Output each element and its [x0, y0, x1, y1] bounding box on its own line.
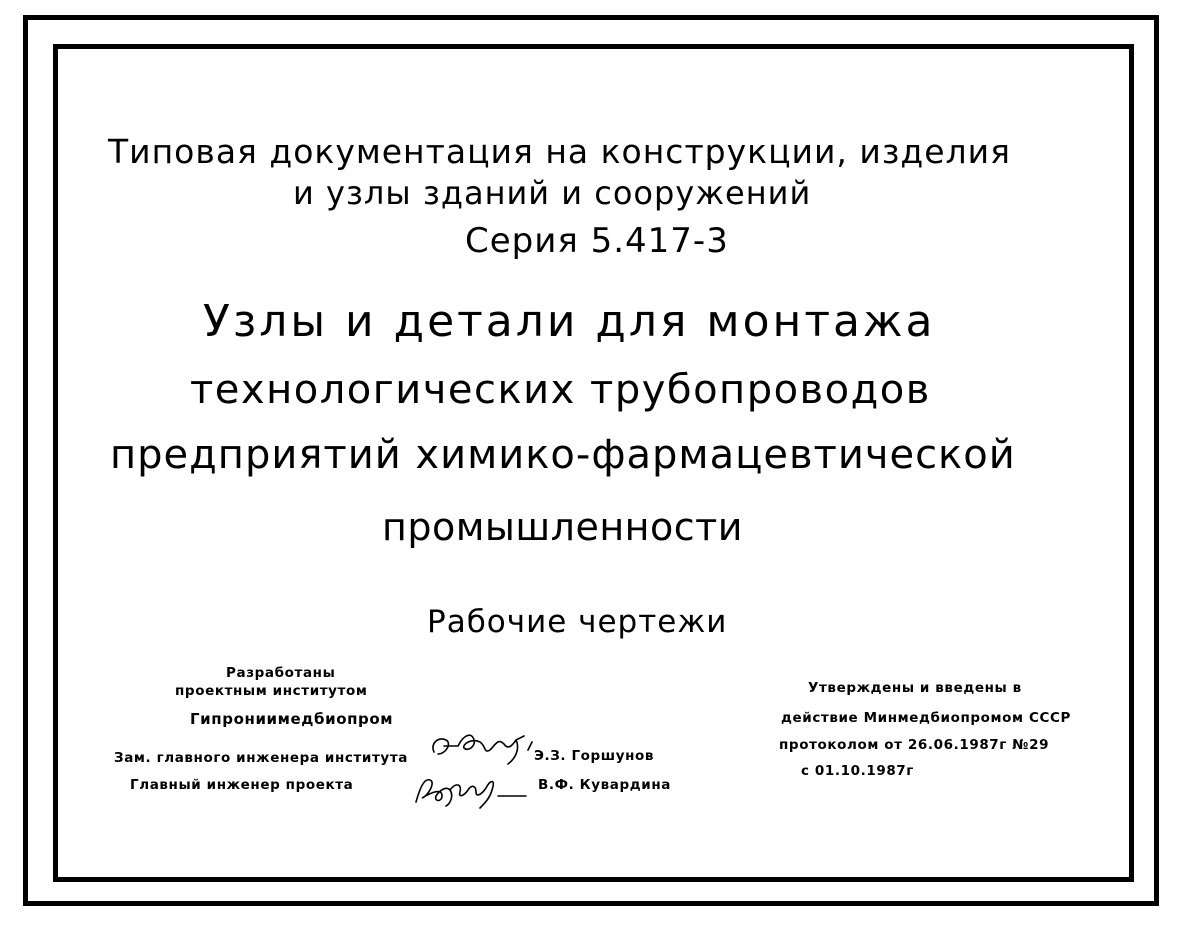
header-line-1: Типовая документация на конструкции, изделия	[108, 132, 1011, 171]
title-line-1: Узлы и детали для монтажа	[203, 296, 936, 347]
chief-name: В.Ф. Кувардина	[538, 777, 671, 793]
title-line-2: технологических трубопроводов	[190, 367, 931, 413]
approval-line-3: протоколом от 26.06.1987г №29	[779, 737, 1050, 753]
developer-institute-name: Гипрониимедбиопром	[190, 710, 394, 728]
header-line-2: и узлы зданий и сооружений	[293, 174, 812, 212]
approval-line-2: действие Минмедбиопромом СССР	[781, 710, 1072, 726]
document-subtitle: Рабочие чертежи	[427, 604, 728, 640]
developed-by-label: Разработаны	[226, 665, 336, 681]
deputy-name: Э.З. Горшунов	[534, 748, 655, 764]
deputy-signature	[428, 724, 536, 770]
approval-line-4: с 01.10.1987г	[801, 763, 914, 779]
title-line-3: предприятий химико-фармацевтической	[110, 432, 1016, 478]
chief-signature	[406, 768, 536, 810]
series-number: Серия 5.417-3	[465, 221, 729, 261]
developer-institute-label: проектным институтом	[175, 683, 368, 699]
title-line-4: промышленности	[382, 505, 743, 549]
approval-line-1: Утверждены и введены в	[808, 680, 1022, 696]
chief-project-engineer-role: Главный инженер проекта	[130, 777, 354, 793]
deputy-chief-engineer-role: Зам. главного инженера института	[114, 750, 408, 766]
